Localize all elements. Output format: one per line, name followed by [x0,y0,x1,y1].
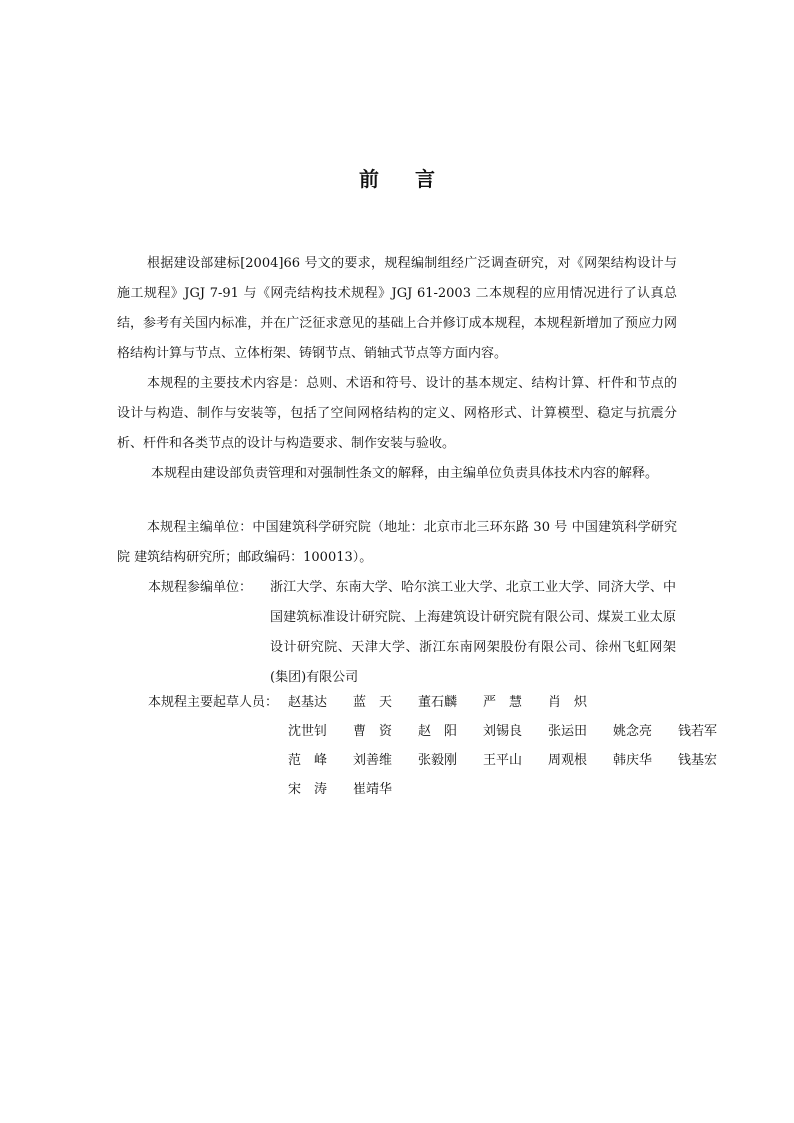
drafter-name: 周观根 [548,753,588,768]
drafter-name: 王平山 [483,753,523,768]
drafters-row [288,688,688,717]
drafter-name: 钱基宏 [678,753,718,768]
drafter-name: 曹 资 [353,724,393,739]
drafter-name: 宋 涛 [288,782,328,797]
participating-units-label: 本规程参编单位： [148,580,253,595]
drafters-row [288,746,718,775]
drafters-list [288,688,718,804]
title-char-2: 言 [415,167,435,191]
drafter-name: 严 慧 [483,695,523,710]
page-title [0,163,794,192]
paragraph-revision-basis: 根据建设部建标[2004]66 号文的要求，规程编制组经广泛调查研究，对《网架结构设计与施工规程》JGJ 7-91 与《网壳结构技术规程》JGJ 61-2003 二本规程的应用情况进行了认真总结，参考有关国内标准，并在广泛征求意见的基础上合并修订成本规程，本规程新增加了预应力网格结构计算与节点、立体桁架、铸钢节点、销轴式节点等方面内容。 [117,256,677,361]
participating-units-list: 浙江大学、东南大学、哈尔滨工业大学、北京工业大学、同济大学、中国建筑标准设计研究院、上海建筑设计研究院有限公司、煤炭工业太原设计研究院、天津大学、浙江东南网架股份有限公司、徐州飞虹网架(集团)有限公司 [270,580,676,685]
drafter-name: 姚念亮 [613,724,653,739]
drafter-name: 刘善维 [353,753,393,768]
drafter-name: 钱若军 [678,724,718,739]
drafter-name: 沈世钊 [288,724,328,739]
drafters-row [288,717,718,746]
drafter-name: 崔靖华 [353,782,393,797]
paragraph-main-contents: 本规程的主要技术内容是：总则、术语和符号、设计的基本规定、结构计算、杆件和节点的设计与构造、制作与安装等，包括了空间网格结构的定义、网格形式、计算模型、稳定与抗震分析、杆件和各类节点的设计与构造要求、制作安装与验收。 [117,376,677,451]
drafter-name: 张毅刚 [418,753,458,768]
drafters-row [288,775,688,804]
drafter-name: 董石麟 [418,695,458,710]
drafter-name: 赵 阳 [418,724,458,739]
drafter-name: 张运田 [548,724,588,739]
drafter-name: 范 峰 [288,753,328,768]
paragraph-chief-editor: 本规程主编单位：中国建筑科学研究院（地址：北京市北三环东路 30 号 中国建筑科学研究院 建筑结构研究所；邮政编码：100013）。 [117,520,677,565]
drafter-name: 刘锡良 [483,724,523,739]
paragraph-management: 本规程由建设部负责管理和对强制性条文的解释，由主编单位负责具体技术内容的解释。 [151,466,659,481]
title-char-1: 前 [359,167,379,191]
drafter-name: 赵基达 [288,695,328,710]
drafter-name: 肖 炽 [548,695,588,710]
drafter-name: 韩庆华 [613,753,653,768]
drafter-name: 蓝 天 [353,695,393,710]
drafters-label: 本规程主要起草人员： [148,695,279,710]
